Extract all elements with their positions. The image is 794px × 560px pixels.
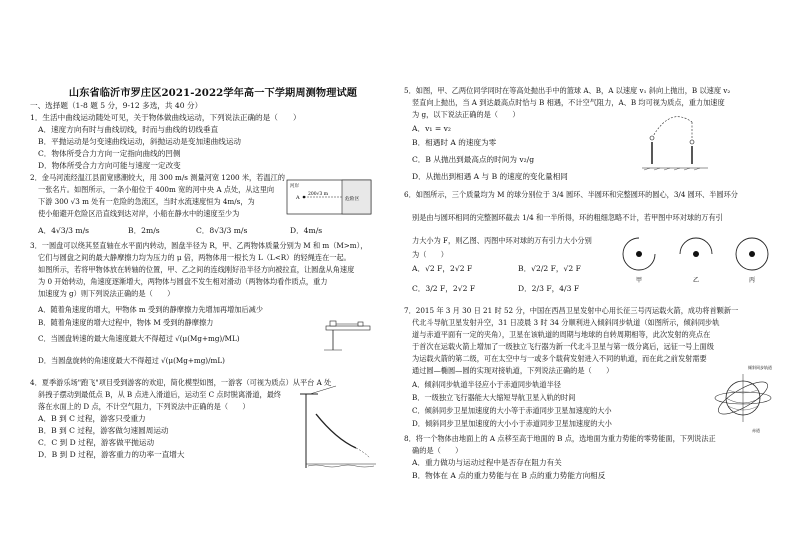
block-m xyxy=(330,321,336,326)
orbit-figure xyxy=(712,358,774,434)
q2-line-2: 一张名片。如图所示，一条小船位于 400m 宽的河中央 A 点处，从这里向 xyxy=(38,185,275,194)
q8-option-a: A．重力做功与运动过程中是否存在阻力有关 xyxy=(412,458,562,467)
q5-option-d: D．从抛出到相遇 A 与 B 的速度的变化量相同 xyxy=(412,172,568,181)
q5-option-b: B．相遇时 A 的速度为零 xyxy=(412,138,497,147)
q1-option-c: C．物体所受合力方向一定指向曲线的凹侧 xyxy=(38,149,181,158)
q3-line-1: 3．一圆盘可以绕其竖直轴在水平面内转动，圆盘半径为 R，甲、乙两物体质量分别为 M 和 m（M>m）， xyxy=(30,241,368,250)
disk-figure xyxy=(318,316,376,356)
svg-text:河岸: 河岸 xyxy=(290,184,299,189)
q8-option-b: B．物体在 A 点的重力势能与在 B 点的重力势能方向相反 xyxy=(412,471,606,480)
q4-option-c: C．C 到 D 过程，游客做平抛运动 xyxy=(38,438,155,447)
q4-option-d: D．B 到 D 过程，游客重力的功率一直增大 xyxy=(38,450,185,459)
q5-option-a: A．v₁ = v₂ xyxy=(412,124,451,133)
q2-option-d: D．4m/s xyxy=(290,226,323,235)
q3-line-4: 为 0 开始转动，角速度逐渐增大，两物体与圆盘不发生相对滑动（两物体均看作质点，重力 xyxy=(38,277,328,286)
svg-text:甲: 甲 xyxy=(636,277,643,284)
q1-stem: 1．生活中曲线运动随处可见，关于物体做曲线运动，下列说法正确的是（ ） xyxy=(30,113,301,122)
q6-line-4: 为（ ） xyxy=(412,250,448,259)
q7-line-4: 于首次在运载火箭上增加了一级独立飞行器为新一代北斗卫星与第一级分离后，远征一号上面级 xyxy=(412,342,714,351)
q8-line-2: 确的是（ ） xyxy=(412,446,463,455)
q3-line-5: 加速度为 g）则下列说法正确的是（ ） xyxy=(38,289,175,298)
q7-line-6: 通过圆—椭圆—圆的实现对接轨道，下列说法正确的是（ ） xyxy=(412,366,614,375)
q1-option-d: D．物体所受合力方向可能与速度一定改变 xyxy=(38,161,181,170)
point-a xyxy=(303,196,306,199)
q7-option-d: D．倾斜同步卫星加速度的大小小于赤道同步卫星加速度的大小 xyxy=(412,419,612,428)
q6-option-d: D．2/3 F，4/3 F xyxy=(518,284,580,293)
q4-line-3: 落在水面上的 D 点，不计空气阻力，下列说法中正确的是（ ） xyxy=(38,402,250,411)
basketball-figure xyxy=(640,108,710,174)
q2-option-b: B．2m/s xyxy=(128,226,160,235)
q3-option-d: D．当圆盘旋转的角速度最大不得超过 √(μ(Mg+mg)/mL) xyxy=(38,356,225,365)
q1-option-a: A．速度方向有时与曲线切线，时而与曲线的切线垂直 xyxy=(38,125,219,134)
svg-text:A: A xyxy=(296,195,300,201)
q8-line-1: 8．将一个物体由地面上的 A 点移至高于地面的 B 点，选地面为重力势能的零势能面，下列说法正 xyxy=(404,434,716,443)
q6-line-3: 力大小为 F，则乙图、丙图中环对球的万有引力大小分别 xyxy=(412,236,592,245)
q6-option-c: C．3/2 F，2√2 F xyxy=(412,284,476,293)
q6-option-a: A．√2 F，2√2 F xyxy=(412,264,473,273)
q3-line-3: 如图所示，若将甲物体放在转轴的位置，甲、乙之间的连线刚好沿半径方向被拉直，让圆盘从角速度 xyxy=(38,265,355,274)
q7-line-2: 代北斗导航卫星发射升空，31 日凌晨 3 时 34 分顺利进入倾斜同步轨道（如图所示，倾斜同步轨 xyxy=(412,318,720,327)
q2-option-c: C．8√3/3 m/s xyxy=(196,226,248,235)
q5-line-3: 为 g，以下说法正确的是（ ） xyxy=(412,110,520,119)
rings-figure xyxy=(622,232,772,290)
q2-line-1: 2．金马河流经温江县面宽感潮较大，用 300 m/s 测量河宽 1200 米，若温江的 xyxy=(30,173,285,182)
q1-option-b: B．平抛运动是匀变速曲线运动，斜抛运动是变加速曲线运动 xyxy=(38,137,242,146)
svg-text:乙: 乙 xyxy=(693,277,700,284)
q5-option-c: C．B 从抛出到最高点的时间为 v₂/g xyxy=(412,155,535,164)
svg-text:倾斜同步轨道: 倾斜同步轨道 xyxy=(748,365,772,370)
river-figure xyxy=(286,176,372,216)
page-title: 山东省临沂市罗庄区2021-2022学年高一下学期周测物理试题 xyxy=(68,87,358,99)
q3-option-c: C．当圆盘转速的最大角速度最大不得超过 √(μ(Mg+mg)/ML) xyxy=(38,334,240,343)
q2-line-4: 使小船避开危险区沿直线到达对岸，小船在静水中的速度至少为 xyxy=(38,209,240,218)
q7-option-b: B．一级独立飞行器能大大缩短导航卫星入轨的时间 xyxy=(412,393,576,402)
section-heading: 一、选择题（1-8 题 5 分，9-12 多选，共 40 分） xyxy=(30,101,203,110)
q3-option-a: A．随着角速度的增大，甲物体 m 受到的静摩擦力先增加再增加后减少 xyxy=(38,305,264,314)
q3-line-2: 它们与圆盘之间的最大静摩擦力均为压力的 μ 倍，两物体用一根长为 L（L<R）的轻绳连在一起。 xyxy=(38,253,351,262)
q4-line-1: 4．夏季游乐场"跑飞"项目受到游客的欢迎，简化模型如图，一游客（可视为质点）从平台 A 处 xyxy=(30,378,332,387)
q4-line-2: 斜拽子摆动到最低点 B，从 B 点进入滑道后，运动至 C 点时脱离滑道，最终 xyxy=(38,390,282,399)
q6-option-b: B．√2/2 F，√2 F xyxy=(518,264,581,273)
q4-option-b: B．B 到 C 过程，游客做匀速圆周运动 xyxy=(38,426,169,435)
q7-option-c: C．倾斜同步卫星加速度的大小等于赤道同步卫星加速度的大小 xyxy=(412,406,612,415)
q7-line-1: 7．2015 年 3 月 30 日 21 时 52 分，中国在西昌卫星发射中心用长征三号丙运载火箭，成功将首颗新一 xyxy=(404,306,739,315)
q6-line-2: 别是由与圆环相同的完整圆环截去 1/4 和一半所得，环的粗细忽略不计，若甲图中环对球的万有引 xyxy=(412,213,723,222)
svg-text:200√3 m: 200√3 m xyxy=(308,192,329,197)
q7-line-3: 道与赤道平面有一定的夹角），卫星在该轨道的周期与地球的自转周期相等，此次发射的亮点在 xyxy=(412,330,711,339)
q3-option-b: B．随着角速度的增大过程中，物体 M 受到的静摩擦力 xyxy=(38,318,214,327)
q2-line-3: 下游 300 √3 m 处有一危险的急流区，当时水流速度恒为 4m/s，为 xyxy=(38,197,255,206)
svg-text:赤道: 赤道 xyxy=(752,428,760,433)
svg-text:危险区: 危险区 xyxy=(345,197,360,202)
q5-line-2: 竖直向上抛出，当 A 到达最高点时恰与 B 相遇，不计空气阻力，A、B 均可视为质点，重力加速度 xyxy=(412,98,725,107)
q7-option-a: A．倾斜同步轨道半径应小于赤道同步轨道半径 xyxy=(412,380,561,389)
q4-option-a: A．B 到 C 过程，游客只受重力 xyxy=(38,414,146,423)
svg-text:丙: 丙 xyxy=(749,277,756,284)
q6-line-1: 6．如图所示，三个质量均为 M 的球分别位于 3/4 圆环、半圆环和完整圆环的圆心，3/4 圆环、半圆环分 xyxy=(404,190,738,199)
q5-line-1: 5．如图，甲、乙两位同学同时在等高处抛出手中的篮球 A、B，A 以速度 v₁ 斜向上抛出，B 以速度 v₂ xyxy=(404,86,731,95)
q2-option-a: A．4√3/3 m/s xyxy=(38,226,90,235)
slide-figure xyxy=(296,384,376,470)
q7-line-5: 为运载火箭的第二级，可在太空中与一或多个载荷发射进入不同的轨道，而在此之前发射需要 xyxy=(412,354,707,363)
